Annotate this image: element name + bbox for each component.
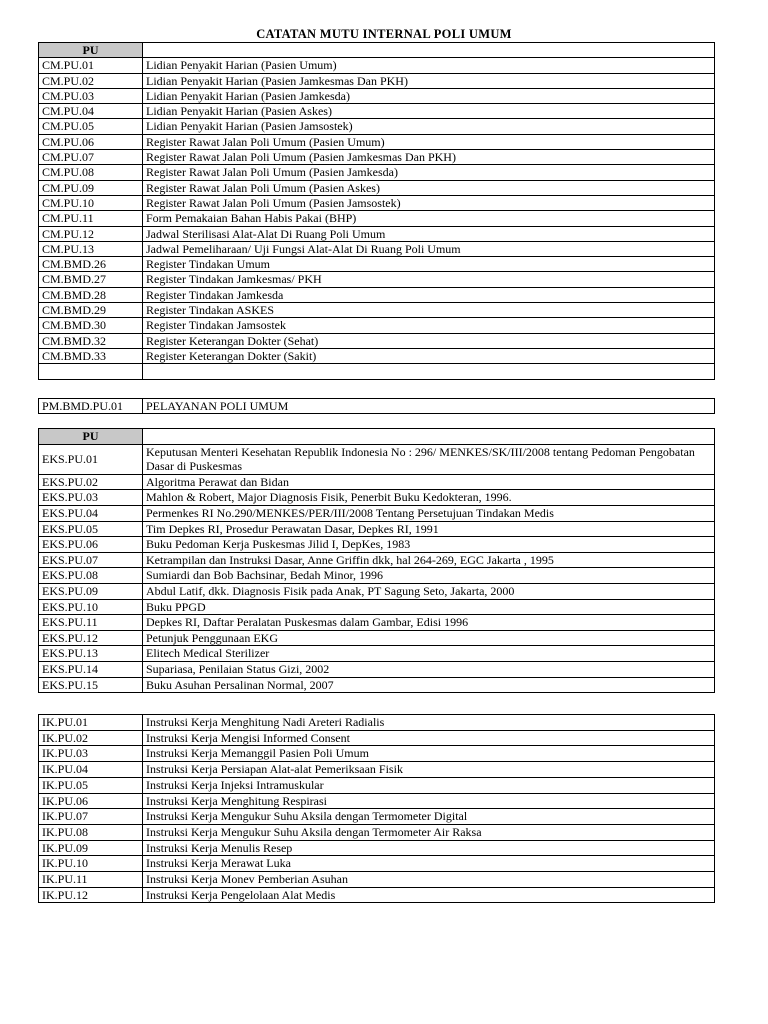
row-code: EKS.PU.08	[39, 568, 143, 584]
row-description: Instruksi Kerja Memanggil Pasien Poli Umum	[143, 746, 715, 762]
row-description: Instruksi Kerja Merawat Luka	[143, 856, 715, 872]
row-code: CM.PU.10	[39, 195, 143, 210]
row-code: EKS.PU.07	[39, 552, 143, 568]
row-code: CM.BMD.26	[39, 257, 143, 272]
table-row	[39, 211, 715, 226]
row-description: Register Keterangan Dokter (Sakit)	[143, 348, 715, 363]
row-code: EKS.PU.04	[39, 505, 143, 521]
row-description: Register Rawat Jalan Poli Umum (Pasien Jamkesmas Dan PKH)	[143, 150, 715, 165]
row-code: CM.PU.06	[39, 134, 143, 149]
row-code: EKS.PU.12	[39, 630, 143, 646]
row-description: Instruksi Kerja Pengelolaan Alat Medis	[143, 887, 715, 903]
instruksi-kerja-table	[38, 714, 715, 903]
table-row	[39, 226, 715, 241]
table-row	[39, 793, 715, 809]
row-description: Permenkes RI No.290/MENKES/PER/III/2008 Tentang Persetujuan Tindakan Medis	[143, 505, 715, 521]
table-row	[39, 856, 715, 872]
row-description: Instruksi Kerja Menulis Resep	[143, 840, 715, 856]
table-row	[39, 73, 715, 88]
row-description: Register Tindakan Jamkesmas/ PKH	[143, 272, 715, 287]
table-row	[39, 824, 715, 840]
row-description: Buku Pedoman Kerja Puskesmas Jilid I, DepKes, 1983	[143, 537, 715, 553]
table-row	[39, 257, 715, 272]
row-description: Lidian Penyakit Harian (Pasien Jamsostek)	[143, 119, 715, 134]
row-description: Register Tindakan ASKES	[143, 303, 715, 318]
table-row	[39, 505, 715, 521]
row-description: Jadwal Sterilisasi Alat-Alat Di Ruang Poli Umum	[143, 226, 715, 241]
row-code	[39, 364, 143, 379]
row-code: EKS.PU.15	[39, 677, 143, 693]
row-code: EKS.PU.01	[39, 444, 143, 474]
row-code: EKS.PU.14	[39, 661, 143, 677]
row-description: Supariasa, Penilaian Status Gizi, 2002	[143, 661, 715, 677]
table-row	[39, 715, 715, 731]
pm-code: PM.BMD.PU.01	[39, 399, 143, 414]
table-row	[39, 303, 715, 318]
row-code: IK.PU.02	[39, 730, 143, 746]
row-description: Lidian Penyakit Harian (Pasien Askes)	[143, 104, 715, 119]
row-code: CM.PU.11	[39, 211, 143, 226]
row-code: CM.PU.08	[39, 165, 143, 180]
row-description: Instruksi Kerja Mengukur Suhu Aksila dengan Termometer Digital	[143, 809, 715, 825]
row-code: CM.BMD.28	[39, 287, 143, 302]
table-row	[39, 872, 715, 888]
row-code: CM.BMD.32	[39, 333, 143, 348]
row-code: EKS.PU.13	[39, 646, 143, 662]
prosedur-table	[38, 398, 715, 414]
document-title: CATATAN MUTU INTERNAL POLI UMUM	[256, 27, 512, 41]
table-row	[39, 521, 715, 537]
row-description: Sumiardi dan Bob Bachsinar, Bedah Minor, 1996	[143, 568, 715, 584]
row-description: Instruksi Kerja Persiapan Alat-alat Pemeriksaan Fisik	[143, 762, 715, 778]
row-description: Instruksi Kerja Mengisi Informed Consent	[143, 730, 715, 746]
section-header-pu: PU	[39, 429, 143, 445]
row-code: CM.PU.02	[39, 73, 143, 88]
table-row	[39, 777, 715, 793]
row-code: EKS.PU.09	[39, 583, 143, 599]
row-description: Keputusan Menteri Kesehatan Republik Indonesia No : 296/ MENKES/SK/III/2008 tentang Pedoman Pengobatan Dasar di Puskesmas	[143, 444, 715, 474]
table-row	[39, 762, 715, 778]
row-description: Register Rawat Jalan Poli Umum (Pasien Jamkesda)	[143, 165, 715, 180]
table-row	[39, 333, 715, 348]
row-code: IK.PU.09	[39, 840, 143, 856]
row-code: EKS.PU.11	[39, 615, 143, 631]
row-code: IK.PU.12	[39, 887, 143, 903]
row-description: Petunjuk Penggunaan EKG	[143, 630, 715, 646]
table-row	[39, 348, 715, 363]
table-row	[39, 746, 715, 762]
header-blank-cell	[143, 429, 715, 445]
table-header-row	[39, 43, 715, 58]
row-description: Algoritma Perawat dan Bidan	[143, 474, 715, 490]
row-description: Lidian Penyakit Harian (Pasien Jamkesda)	[143, 88, 715, 103]
row-code: CM.PU.01	[39, 58, 143, 73]
row-description: Register Tindakan Jamkesda	[143, 287, 715, 302]
table-row	[39, 241, 715, 256]
table-row	[39, 180, 715, 195]
table-row	[39, 552, 715, 568]
table-row	[39, 630, 715, 646]
row-code: IK.PU.06	[39, 793, 143, 809]
table-row	[39, 104, 715, 119]
table-row	[39, 887, 715, 903]
table-row	[39, 287, 715, 302]
row-code: CM.BMD.33	[39, 348, 143, 363]
table-row	[39, 537, 715, 553]
row-description: Instruksi Kerja Menghitung Respirasi	[143, 793, 715, 809]
row-code: EKS.PU.02	[39, 474, 143, 490]
row-code: CM.PU.12	[39, 226, 143, 241]
row-description: Register Tindakan Umum	[143, 257, 715, 272]
dokumen-eksternal-table	[38, 428, 715, 693]
row-code: CM.BMD.29	[39, 303, 143, 318]
row-description: Lidian Penyakit Harian (Pasien Umum)	[143, 58, 715, 73]
table-row	[39, 730, 715, 746]
table-row	[39, 490, 715, 506]
table-row	[39, 568, 715, 584]
row-description: Elitech Medical Sterilizer	[143, 646, 715, 662]
row-description: Abdul Latif, dkk. Diagnosis Fisik pada Anak, PT Sagung Seto, Jakarta, 2000	[143, 583, 715, 599]
row-description: Buku Asuhan Persalinan Normal, 2007	[143, 677, 715, 693]
row-description: Lidian Penyakit Harian (Pasien Jamkesmas Dan PKH)	[143, 73, 715, 88]
row-code: IK.PU.11	[39, 872, 143, 888]
row-code: IK.PU.10	[39, 856, 143, 872]
section-header-pu: PU	[39, 43, 143, 58]
table-row	[39, 195, 715, 210]
row-code: IK.PU.05	[39, 777, 143, 793]
row-code: EKS.PU.05	[39, 521, 143, 537]
row-code: CM.PU.03	[39, 88, 143, 103]
row-description: Instruksi Kerja Injeksi Intramuskular	[143, 777, 715, 793]
catatan-mutu-table	[38, 42, 715, 380]
row-code: CM.PU.13	[39, 241, 143, 256]
row-code: IK.PU.07	[39, 809, 143, 825]
row-description: Register Rawat Jalan Poli Umum (Pasien Askes)	[143, 180, 715, 195]
row-description: Instruksi Kerja Monev Pemberian Asuhan	[143, 872, 715, 888]
table-row	[39, 840, 715, 856]
table-row	[39, 615, 715, 631]
row-description: Jadwal Pemeliharaan/ Uji Fungsi Alat-Alat Di Ruang Poli Umum	[143, 241, 715, 256]
row-code: CM.BMD.27	[39, 272, 143, 287]
pm-label: PELAYANAN POLI UMUM	[143, 399, 715, 414]
table-row	[39, 134, 715, 149]
row-code: EKS.PU.03	[39, 490, 143, 506]
row-description: Buku PPGD	[143, 599, 715, 615]
table-row	[39, 318, 715, 333]
header-blank-cell	[143, 43, 715, 58]
row-code: IK.PU.04	[39, 762, 143, 778]
row-description: Register Rawat Jalan Poli Umum (Pasien Umum)	[143, 134, 715, 149]
row-description: Tim Depkes RI, Prosedur Perawatan Dasar, Depkes RI, 1991	[143, 521, 715, 537]
table-row	[39, 272, 715, 287]
table-row	[39, 58, 715, 73]
table-row	[39, 677, 715, 693]
row-description: Depkes RI, Daftar Peralatan Puskesmas dalam Gambar, Edisi 1996	[143, 615, 715, 631]
table-row	[39, 364, 715, 379]
table-row	[39, 474, 715, 490]
row-description: Instruksi Kerja Menghitung Nadi Areteri Radialis	[143, 715, 715, 731]
row-description: Ketrampilan dan Instruksi Dasar, Anne Griffin dkk, hal 264-269, EGC Jakarta , 1995	[143, 552, 715, 568]
row-description	[143, 364, 715, 379]
row-code: IK.PU.08	[39, 824, 143, 840]
row-description: Register Rawat Jalan Poli Umum (Pasien Jamsostek)	[143, 195, 715, 210]
row-code: EKS.PU.10	[39, 599, 143, 615]
table-row	[39, 583, 715, 599]
row-description: Register Keterangan Dokter (Sehat)	[143, 333, 715, 348]
row-code: IK.PU.01	[39, 715, 143, 731]
row-code: IK.PU.03	[39, 746, 143, 762]
table-row	[39, 119, 715, 134]
row-description: Instruksi Kerja Mengukur Suhu Aksila dengan Termometer Air Raksa	[143, 824, 715, 840]
row-code: CM.PU.09	[39, 180, 143, 195]
row-description: Form Pemakaian Bahan Habis Pakai (BHP)	[143, 211, 715, 226]
row-code: CM.PU.07	[39, 150, 143, 165]
table-row	[39, 150, 715, 165]
table-row	[39, 88, 715, 103]
row-code: CM.PU.04	[39, 104, 143, 119]
table-row	[39, 661, 715, 677]
table-row	[39, 646, 715, 662]
table-header-row	[39, 429, 715, 445]
table-row	[39, 599, 715, 615]
table-row	[39, 444, 715, 474]
row-code: EKS.PU.06	[39, 537, 143, 553]
row-description: Mahlon & Robert, Major Diagnosis Fisik, Penerbit Buku Kedokteran, 1996.	[143, 490, 715, 506]
table-row	[39, 165, 715, 180]
table-row	[39, 809, 715, 825]
row-code: CM.PU.05	[39, 119, 143, 134]
row-code: CM.BMD.30	[39, 318, 143, 333]
row-description: Register Tindakan Jamsostek	[143, 318, 715, 333]
table-row	[39, 399, 715, 414]
